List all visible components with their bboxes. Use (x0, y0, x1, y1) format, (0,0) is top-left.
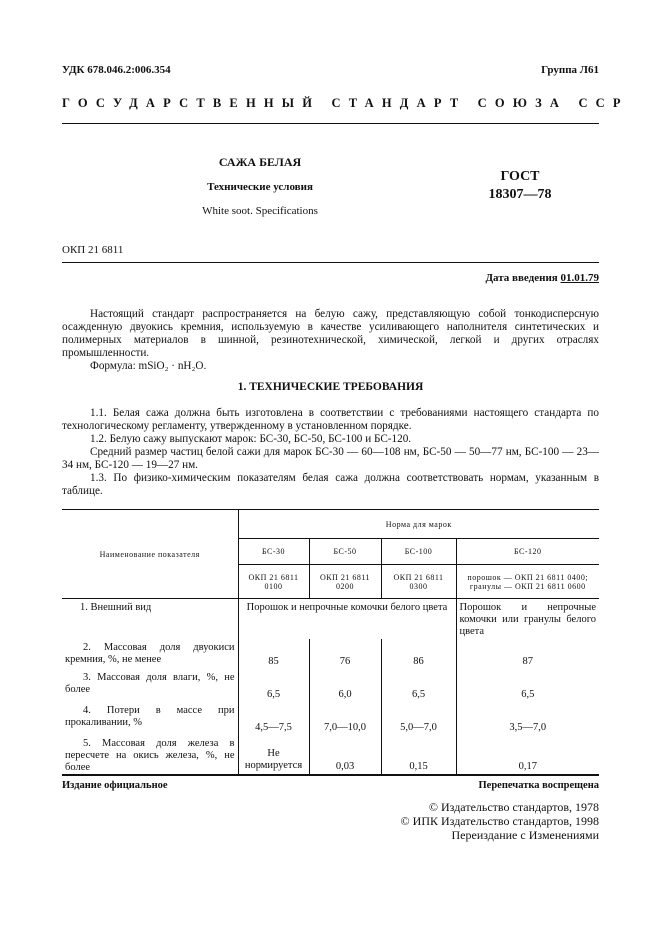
para-1-2-sizes: Средний размер частиц белой сажи для марок БС-30 — 60—108 нм, БС-50 — 50—77 нм, БС-100 — 23—34 нм, БС-120 — 19—27 нм. (62, 446, 599, 471)
gost-number: 18307—78 (488, 187, 552, 202)
row-value: 5,0—7,0 (381, 702, 456, 735)
row-value: 86 (381, 639, 456, 669)
gost-label: ГОСТ (500, 169, 540, 184)
formula: Формула: mSiO₂ · nH₂O. (90, 360, 207, 372)
row-value: 0,15 (381, 735, 456, 775)
okp-divider (62, 262, 599, 263)
table-row (62, 599, 599, 639)
udk-code: УДК 678.046.2:006.354 (62, 64, 171, 76)
okp-bs120 (456, 565, 599, 599)
row-value: 76 (309, 639, 381, 669)
row-value: 6,0 (309, 669, 381, 702)
row-value: 6,5 (381, 669, 456, 702)
row-value: 6,5 (456, 669, 599, 702)
spec-table (62, 509, 599, 775)
okp-bs120-powder: порошок — ОКП 21 6811 0400; (467, 572, 589, 582)
group-code: Группа Л61 (541, 64, 599, 76)
row-name: 1. Внешний вид (80, 602, 152, 613)
okp-bs50: ОКП 21 6811 0200 (309, 565, 381, 599)
copyright-1978: © Издательство стандартов, 1978 (428, 800, 599, 814)
copyright-block (401, 800, 599, 842)
state-standard-heading: ГОСУДАРСТВЕННЫЙ СТАНДАРТ СОЮЗА ССР (62, 96, 629, 110)
okp-bs100: ОКП 21 6811 0300 (381, 565, 456, 599)
para-1-1: 1.1. Белая сажа должна быть изготовлена в соответствии с требованиями настоящего стандарта по технологическому регламенту, утвержденному в установленном порядке. (62, 407, 599, 432)
para-1-2: 1.2. Белую сажу выпускают марок: БС-30, БС-50, БС-100 и БС-120. (90, 433, 412, 445)
table-row (62, 639, 599, 669)
row-name: 4. Потери в массе при прокаливании, % (65, 704, 235, 728)
row-name: 2. Массовая доля двуокиси кремния, %, не менее (65, 641, 235, 665)
reissue-note: Переиздание с Изменениями (451, 828, 599, 842)
official-edition: Издание официальное (62, 780, 168, 791)
row-value: 0,17 (456, 735, 599, 775)
row-name: 3. Массовая доля влаги, %, не более (65, 671, 235, 695)
intro-date (485, 272, 599, 284)
row-value: 0,03 (309, 735, 381, 775)
section-title: 1. ТЕХНИЧЕСКИЕ ТРЕБОВАНИЯ (237, 381, 424, 393)
gost-designation (470, 168, 570, 204)
row-value: 87 (456, 639, 599, 669)
row-value: 7,0—10,0 (309, 702, 381, 735)
intro-date-value: 01.01.79 (560, 272, 599, 284)
grade-bs30: БС-30 (238, 539, 309, 565)
row-value: 3,5—7,0 (456, 702, 599, 735)
intro-text: Настоящий стандарт распространяется на белую сажу, представляющую собой тонкодисперсную осажденную двуокись кремния, используемую в качестве усиливающего наполнителя синтетических и полимерных материалов в шинной, резинотехнической, химической, легкой и других отраслях промышленности. (62, 308, 599, 359)
document-subtitle: Технические условия (207, 181, 313, 193)
row-value: 4,5—7,5 (238, 702, 309, 735)
row-value: Не нормируется (238, 735, 309, 775)
row-value-merged (238, 599, 456, 639)
section-paragraphs (62, 407, 599, 498)
grade-bs50: БС-50 (309, 539, 381, 565)
row-value: 6,5 (238, 669, 309, 702)
para-1-3: 1.3. По физико-химическим показателям белая сажа должна соответствовать нормам, указанным в таблице. (62, 472, 599, 497)
row-value: 85 (238, 639, 309, 669)
merged-text: Порошок и непрочные комочки белого цвета (246, 602, 448, 613)
head-name: Наименование показателя (62, 510, 238, 599)
table-row (62, 702, 599, 735)
grade-bs120: БС-120 (456, 539, 599, 565)
footer-divider (62, 775, 599, 776)
okp-bs30: ОКП 21 6811 0100 (238, 565, 309, 599)
table-row (62, 669, 599, 702)
table-row (62, 735, 599, 775)
grade-bs100: БС-100 (381, 539, 456, 565)
reprint-prohibited: Перепечатка воспрещена (478, 780, 599, 791)
okp-bs120-granules: гранулы — ОКП 21 6811 0600 (469, 581, 586, 591)
intro-paragraph (62, 308, 599, 373)
header-divider (62, 123, 599, 124)
copyright-1998: © ИПК Издательство стандартов, 1998 (400, 814, 599, 828)
document-title: САЖА БЕЛАЯ (218, 155, 302, 169)
document-english-title: White soot. Specifications (202, 205, 318, 217)
head-norm: Норма для марок (238, 510, 599, 539)
intro-date-label: Дата введения (485, 272, 558, 284)
okp-code: ОКП 21 6811 (62, 244, 124, 256)
row-name: 5. Массовая доля железа в пересчете на окись железа, %, не более (65, 737, 235, 773)
row-value-bs120: Порошок и непрочные комочки или гранулы белого цвета (456, 599, 599, 639)
